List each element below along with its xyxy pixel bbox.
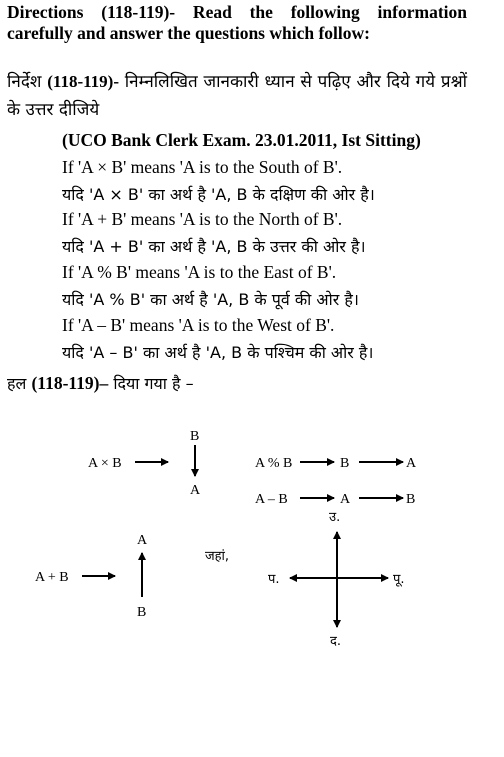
rule-west-en: If 'A – B' means 'A is to the West of B'. xyxy=(62,315,335,335)
percent-expression: A % B xyxy=(255,456,293,471)
rule-west-hi: यदि 'A – B' का अर्थ है 'A, B के पश्चिम की ओर है। xyxy=(62,343,374,362)
directions-english: Directions (118-119)- Read the following information carefully and answer the questions which follow: xyxy=(7,2,467,43)
where-label: जहां, xyxy=(205,549,230,564)
minus-mid-label: A xyxy=(340,492,351,507)
solution-given: दिया गया है – xyxy=(113,374,194,393)
rule-north-en: If 'A + B' means 'A is to the North of B'. xyxy=(62,209,343,229)
rule-east-hi: यदि 'A % B' का अर्थ है 'A, B के पूर्व की ओर है। xyxy=(62,290,359,309)
exam-source: (UCO Bank Clerk Exam. 23.01.2011, Ist Sitting) xyxy=(62,130,421,150)
compass-north-label: उ. xyxy=(329,510,341,525)
rule-north-hi: यदि 'A + B' का अर्थ है 'A, B के उत्तर की ओर है। xyxy=(62,237,366,256)
percent-end-label: A xyxy=(406,456,417,471)
directions-hindi-text: निम्नलिखित जानकारी ध्यान से पढ़िए और दिये गये प्रश्नों के उत्तर दीजिये xyxy=(7,72,467,120)
solution-range: (118-119)– xyxy=(31,373,109,393)
plus-top-label: A xyxy=(137,533,148,548)
times-expression: A × B xyxy=(88,456,122,471)
rule-east-en: If 'A % B' means 'A is to the East of B'. xyxy=(62,262,337,282)
minus-expression: A – B xyxy=(255,492,288,507)
solution-label: हल xyxy=(7,374,27,393)
plus-expression: A + B xyxy=(35,570,69,585)
percent-mid-label: B xyxy=(340,456,350,471)
minus-end-label: B xyxy=(406,492,416,507)
directions-hindi-range: (118-119)- xyxy=(47,72,119,91)
rule-south-en: If 'A × B' means 'A is to the South of B'. xyxy=(62,157,343,177)
plus-bottom-label: B xyxy=(137,605,147,620)
directions-hindi-label: निर्देश xyxy=(7,72,42,92)
compass-east-label: पू. xyxy=(393,572,405,587)
rule-south-hi: यदि 'A × B' का अर्थ है 'A, B के दक्षिण की ओर है। xyxy=(62,185,375,204)
times-bottom-label: A xyxy=(190,483,201,498)
compass-south-label: द. xyxy=(330,634,342,649)
compass-west-label: प. xyxy=(268,572,280,587)
times-top-label: B xyxy=(190,429,200,444)
